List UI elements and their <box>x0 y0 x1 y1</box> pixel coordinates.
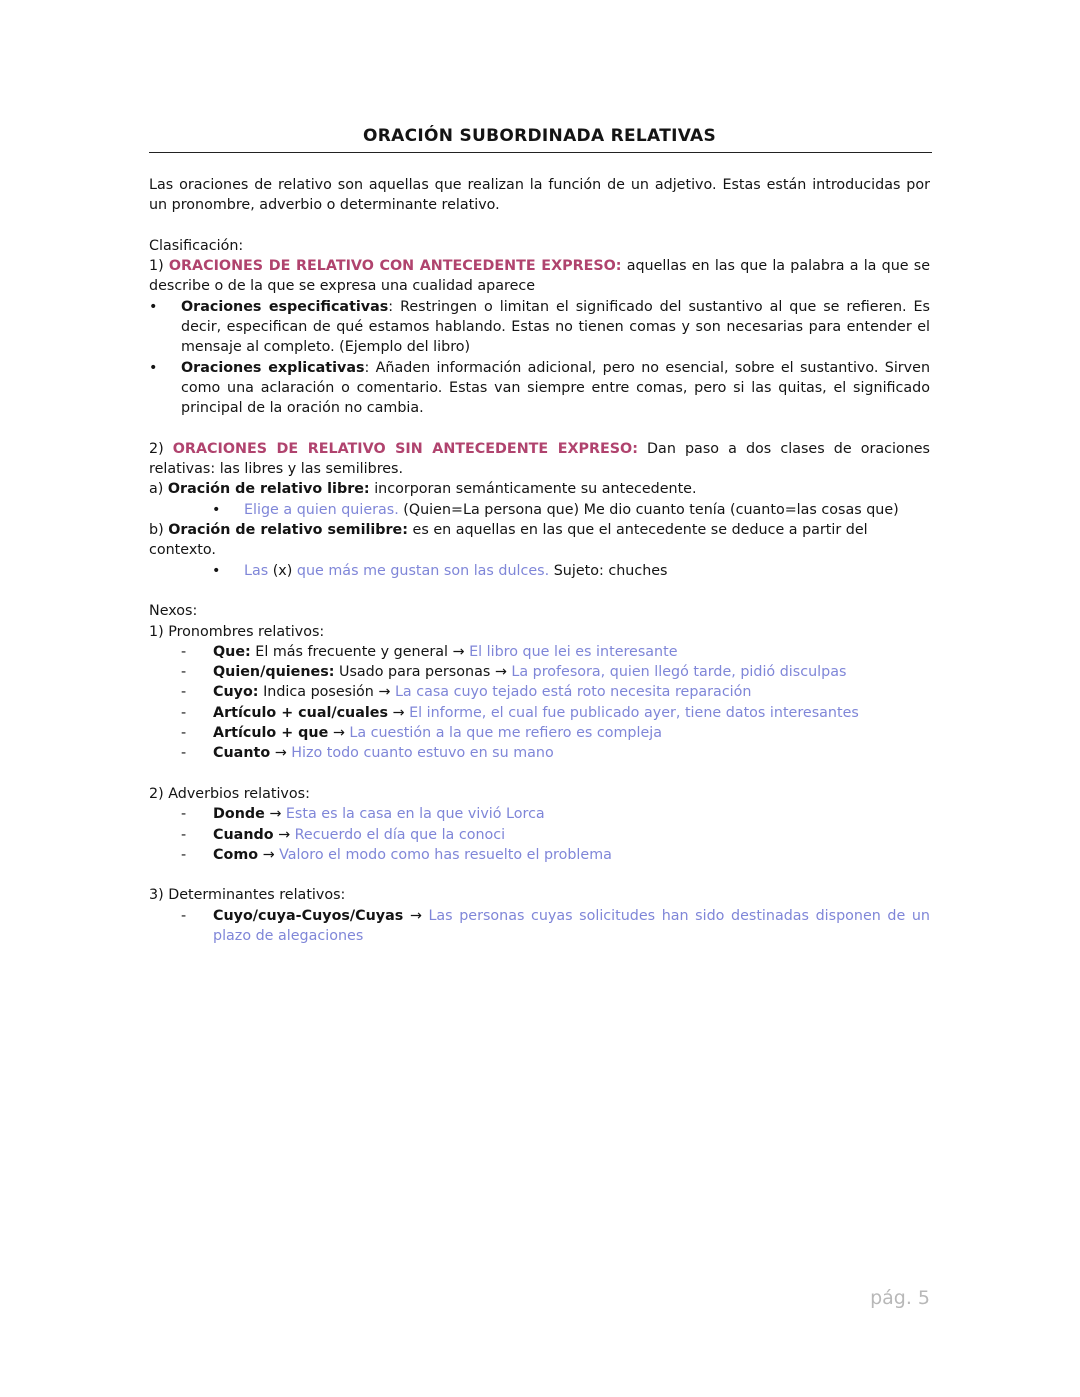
list-item: - Quien/quienes: Usado para personas → La profesora, quien llegó tarde, pidió disculpas <box>149 662 930 682</box>
adverbios-heading: 2) Adverbios relativos: <box>149 785 310 802</box>
list-item: - Que: El más frecuente y general → El libro que lei es interesante <box>149 642 930 662</box>
title-rule <box>149 152 932 153</box>
intro-paragraph: Las oraciones de relativo son aquellas que realizan la función de un adjetivo. Estas están introducidas por un pronombre, adverbio o determinante relativo. <box>149 177 930 214</box>
page-number: pág. 5 <box>870 1287 930 1309</box>
list-item: - Cuyo: Indica posesión → La casa cuyo tejado está roto necesita reparación <box>149 682 930 702</box>
section-2-heading: ORACIONES DE RELATIVO SIN ANTECEDENTE EXPRESO <box>172 440 633 457</box>
relativo-libre: a) Oración de relativo libre: incorporan semánticamente su antecedente. <box>149 481 697 498</box>
list-item: - Como → Valoro el modo como has resuelto el problema <box>149 845 930 865</box>
relativo-semilibre-example: • Las (x) que más me gustan son las dulces. Sujeto: chuches <box>149 561 930 581</box>
section-2-intro: 2) ORACIONES DE RELATIVO SIN ANTECEDENTE EXPRESO: Dan paso a dos clases de oraciones relativas: las libres y las semilibres. <box>149 440 931 478</box>
bullet-explicativas: • Oraciones explicativas: Añaden información adicional, pero no esencial, sobre el sustantivo. Sirven como una aclaración o comentario. Estas van siempre entre comas, pero si las quitas, el significado principal de la oración no cambia. <box>149 358 930 419</box>
bullet-especificativas: • Oraciones especificativas: Restringen o limitan el significado del sustantivo al que se refieren. Es decir, especifican de qué estamos hablando. Estas no tienen comas y son necesarias para entender el mensaje al completo. (Ejemplo del libro) <box>149 297 930 358</box>
list-item: - Cuando → Recuerdo el día que la conoci <box>149 825 930 845</box>
determinantes-heading: 3) Determinantes relativos: <box>149 887 346 904</box>
pronombres-heading: 1) Pronombres relativos: <box>149 623 325 640</box>
relativo-libre-example: • Elige a quien quieras. (Quien=La persona que) Me dio cuanto tenía (cuanto=las cosas que) <box>149 500 930 520</box>
list-item: - Artículo + cual/cuales → El informe, el cual fue publicado ayer, tiene datos interesantes <box>149 703 930 723</box>
section-1-heading: ORACIONES DE RELATIVO CON ANTECEDENTE EXPRESO <box>168 258 616 275</box>
list-item: - Donde → Esta es la casa en la que vivió Lorca <box>149 804 930 824</box>
document-body <box>149 175 930 946</box>
section-1-intro: 1) ORACIONES DE RELATIVO CON ANTECEDENTE EXPRESO: aquellas en las que la palabra a la que se describe o de la que se expresa una cualidad aparece <box>149 258 931 295</box>
page-title: ORACIÓN SUBORDINADA RELATIVAS <box>362 126 717 146</box>
relativo-semilibre: b) Oración de relativo semilibre: es en aquellas en las que el antecedente se deduce a partir del contexto. <box>149 522 868 559</box>
nexos-label: Nexos: <box>149 603 198 620</box>
list-item: - Artículo + que → La cuestión a la que me refiero es compleja <box>149 723 930 743</box>
clasificacion-label: Clasificación: <box>149 237 244 254</box>
list-item: - Cuyo/cuya-Cuyos/Cuyas → Las personas cuyas solicitudes han sido destinadas disponen de un plazo de alegaciones <box>149 906 930 947</box>
list-item: - Cuanto → Hizo todo cuanto estuvo en su mano <box>149 743 930 763</box>
